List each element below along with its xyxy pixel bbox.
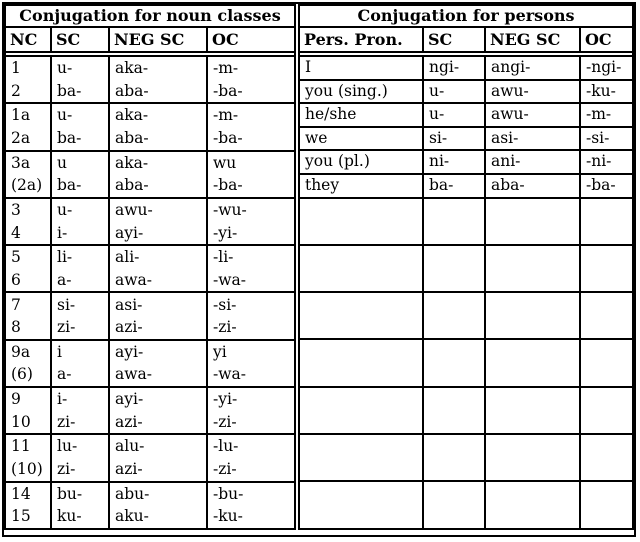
neg-sc-cell xyxy=(109,340,207,387)
cell-line: ba- xyxy=(57,176,82,195)
cell-line: awu- xyxy=(115,200,153,219)
empty-cell xyxy=(580,434,633,481)
neg-sc-cell xyxy=(109,387,207,434)
neg-sc-cell xyxy=(109,151,207,198)
cell-line: alu- xyxy=(115,437,145,456)
cell-line: u- xyxy=(57,106,73,125)
nc-cell xyxy=(5,434,51,481)
empty-cell xyxy=(423,198,485,245)
empty-cell xyxy=(299,245,423,292)
person-row xyxy=(299,174,633,198)
column-header-oc: OC xyxy=(207,27,295,52)
noun-class-row xyxy=(5,340,295,387)
cell-line: -bu- xyxy=(213,484,244,503)
cell-line: aka- xyxy=(115,106,149,125)
cell-line: 7 xyxy=(11,295,21,314)
cell-line: 10 xyxy=(11,412,31,431)
cell-line: (2a) xyxy=(11,176,43,195)
pron-cell: we xyxy=(299,127,423,151)
nc-cell xyxy=(5,387,51,434)
empty-cell xyxy=(580,198,633,245)
oc-cell: -ba- xyxy=(580,174,633,198)
cell-line: zi- xyxy=(57,412,76,431)
cell-line: -zi- xyxy=(213,318,237,337)
cell-line: -zi- xyxy=(213,460,237,479)
neg-sc-cell xyxy=(109,434,207,481)
nc-cell xyxy=(5,482,51,529)
sc-cell: si- xyxy=(423,127,485,151)
cell-line: yi xyxy=(213,342,227,361)
neg-sc-cell xyxy=(109,292,207,339)
sc-cell xyxy=(51,434,109,481)
cell-line: (6) xyxy=(11,365,33,384)
cell-line: aba- xyxy=(115,128,149,147)
pron-cell: you (pl.) xyxy=(299,150,423,174)
oc-cell xyxy=(207,103,295,150)
nc-cell xyxy=(5,56,51,103)
noun-class-row xyxy=(5,103,295,150)
empty-cell xyxy=(423,481,485,528)
neg-sc-cell: aba- xyxy=(485,174,580,198)
noun-class-table xyxy=(4,4,296,530)
noun-class-row xyxy=(5,434,295,481)
empty-cell xyxy=(423,245,485,292)
empty-cell xyxy=(423,434,485,481)
oc-cell xyxy=(207,434,295,481)
neg-sc-cell xyxy=(109,198,207,245)
column-header-sc: SC xyxy=(51,27,109,52)
nc-cell xyxy=(5,103,51,150)
empty-cell xyxy=(580,245,633,292)
empty-cell xyxy=(299,292,423,339)
cell-line: i xyxy=(57,342,62,361)
nc-cell xyxy=(5,245,51,292)
empty-cell xyxy=(580,481,633,528)
person-header-row xyxy=(299,27,633,52)
person-row xyxy=(299,56,633,80)
sc-cell xyxy=(51,56,109,103)
cell-line: -m- xyxy=(213,106,239,125)
sc-cell xyxy=(51,482,109,529)
noun-class-row xyxy=(5,482,295,529)
column-header-neg-sc: NEG SC xyxy=(109,27,207,52)
cell-line: 9a xyxy=(11,342,31,361)
cell-line: 8 xyxy=(11,318,21,337)
cell-line: -si- xyxy=(213,295,237,314)
column-header-pers-pron: Pers. Pron. xyxy=(299,27,423,52)
cell-line: -yi- xyxy=(213,223,238,242)
empty-cell xyxy=(580,339,633,386)
cell-line: zi- xyxy=(57,318,76,337)
column-header-neg-sc: NEG SC xyxy=(485,27,580,52)
cell-line: 14 xyxy=(11,484,31,503)
pron-cell: they xyxy=(299,174,423,198)
cell-line: aku- xyxy=(115,507,149,526)
empty-cell xyxy=(485,339,580,386)
empty-cell xyxy=(485,387,580,434)
neg-sc-cell: awu- xyxy=(485,80,580,104)
empty-cell xyxy=(485,481,580,528)
empty-cell xyxy=(423,387,485,434)
oc-cell: -ngi- xyxy=(580,56,633,80)
empty-cell xyxy=(299,198,423,245)
neg-sc-cell: angi- xyxy=(485,56,580,80)
cell-line: -m- xyxy=(213,59,239,78)
sc-cell: u- xyxy=(423,80,485,104)
cell-line: bu- xyxy=(57,484,83,503)
cell-line: 3a xyxy=(11,153,31,172)
empty-row xyxy=(299,245,633,292)
cell-line: -wu- xyxy=(213,200,247,219)
cell-line: aba- xyxy=(115,176,149,195)
cell-line: zi- xyxy=(57,460,76,479)
cell-line: -ba- xyxy=(213,81,243,100)
neg-sc-cell xyxy=(109,482,207,529)
person-table-body xyxy=(299,56,633,529)
cell-line: asi- xyxy=(115,295,143,314)
cell-line: abu- xyxy=(115,484,150,503)
cell-line: 3 xyxy=(11,200,21,219)
sc-cell xyxy=(51,340,109,387)
cell-line: awa- xyxy=(115,365,152,384)
cell-line: aka- xyxy=(115,59,149,78)
pron-cell: I xyxy=(299,56,423,80)
empty-cell xyxy=(423,292,485,339)
sc-cell xyxy=(51,387,109,434)
person-row xyxy=(299,127,633,151)
conjugation-tables-sheet xyxy=(2,2,636,537)
cell-line: 9 xyxy=(11,390,21,409)
cell-line: u- xyxy=(57,200,73,219)
person-title-row xyxy=(299,5,633,27)
oc-cell: -m- xyxy=(580,103,633,127)
column-header-nc: NC xyxy=(5,27,51,52)
cell-line: 4 xyxy=(11,223,21,242)
oc-cell xyxy=(207,151,295,198)
cell-line: 2 xyxy=(11,81,21,100)
oc-cell: -ni- xyxy=(580,150,633,174)
cell-line: 2a xyxy=(11,128,31,147)
noun-class-table-title: Conjugation for noun classes xyxy=(5,5,295,27)
empty-cell xyxy=(299,387,423,434)
empty-cell xyxy=(580,387,633,434)
oc-cell xyxy=(207,245,295,292)
noun-class-row xyxy=(5,151,295,198)
person-row xyxy=(299,103,633,127)
sc-cell xyxy=(51,292,109,339)
neg-sc-cell xyxy=(109,56,207,103)
empty-row xyxy=(299,339,633,386)
cell-line: ba- xyxy=(57,128,82,147)
cell-line: -zi- xyxy=(213,412,237,431)
neg-sc-cell xyxy=(109,245,207,292)
noun-class-header-row xyxy=(5,27,295,52)
sc-cell xyxy=(51,245,109,292)
oc-cell xyxy=(207,340,295,387)
cell-line: 15 xyxy=(11,507,31,526)
empty-cell xyxy=(485,292,580,339)
pron-cell: you (sing.) xyxy=(299,80,423,104)
cell-line: li- xyxy=(57,248,73,267)
sc-cell: ba- xyxy=(423,174,485,198)
oc-cell xyxy=(207,387,295,434)
cell-line: -ba- xyxy=(213,128,243,147)
neg-sc-cell: ani- xyxy=(485,150,580,174)
cell-line: -wa- xyxy=(213,270,246,289)
cell-line: si- xyxy=(57,295,76,314)
cell-line: azi- xyxy=(115,412,143,431)
noun-class-row xyxy=(5,292,295,339)
neg-sc-cell: awu- xyxy=(485,103,580,127)
noun-class-row xyxy=(5,198,295,245)
column-header-oc: OC xyxy=(580,27,633,52)
empty-cell xyxy=(485,434,580,481)
neg-sc-cell xyxy=(109,103,207,150)
cell-line: -yi- xyxy=(213,390,238,409)
empty-cell xyxy=(485,198,580,245)
empty-cell xyxy=(299,434,423,481)
cell-line: ba- xyxy=(57,81,82,100)
oc-cell: -ku- xyxy=(580,80,633,104)
empty-cell xyxy=(485,245,580,292)
cell-line: 11 xyxy=(11,437,31,456)
empty-row xyxy=(299,434,633,481)
cell-line: u xyxy=(57,153,67,172)
empty-cell xyxy=(580,292,633,339)
cell-line: awa- xyxy=(115,270,152,289)
cell-line: azi- xyxy=(115,460,143,479)
cell-line: 1 xyxy=(11,59,21,78)
cell-line: -lu- xyxy=(213,437,239,456)
cell-line: lu- xyxy=(57,437,78,456)
oc-cell xyxy=(207,198,295,245)
noun-class-row xyxy=(5,387,295,434)
cell-line: aba- xyxy=(115,81,149,100)
empty-row xyxy=(299,292,633,339)
oc-cell xyxy=(207,292,295,339)
cell-line: -ku- xyxy=(213,507,243,526)
noun-class-row xyxy=(5,56,295,103)
cell-line: azi- xyxy=(115,318,143,337)
empty-row xyxy=(299,198,633,245)
cell-line: ayi- xyxy=(115,342,144,361)
cell-line: (10) xyxy=(11,460,43,479)
sc-cell xyxy=(51,198,109,245)
sc-cell xyxy=(51,103,109,150)
person-table xyxy=(298,4,634,530)
cell-line: -li- xyxy=(213,248,234,267)
cell-line: ayi- xyxy=(115,390,144,409)
person-row xyxy=(299,150,633,174)
oc-cell xyxy=(207,482,295,529)
nc-cell xyxy=(5,292,51,339)
cell-line: ku- xyxy=(57,507,82,526)
oc-cell xyxy=(207,56,295,103)
empty-cell xyxy=(299,339,423,386)
cell-line: 6 xyxy=(11,270,21,289)
empty-row xyxy=(299,387,633,434)
cell-line: i- xyxy=(57,390,68,409)
cell-line: 5 xyxy=(11,248,21,267)
empty-cell xyxy=(299,481,423,528)
empty-row xyxy=(299,481,633,528)
person-table-title: Conjugation for persons xyxy=(299,5,633,27)
neg-sc-cell: asi- xyxy=(485,127,580,151)
sc-cell: ni- xyxy=(423,150,485,174)
noun-class-title-row xyxy=(5,5,295,27)
cell-line: -wa- xyxy=(213,365,246,384)
oc-cell: -si- xyxy=(580,127,633,151)
sc-cell: ngi- xyxy=(423,56,485,80)
sc-cell: u- xyxy=(423,103,485,127)
cell-line: ali- xyxy=(115,248,140,267)
pron-cell: he/she xyxy=(299,103,423,127)
noun-class-row xyxy=(5,245,295,292)
cell-line: 1a xyxy=(11,106,31,125)
nc-cell xyxy=(5,340,51,387)
nc-cell xyxy=(5,198,51,245)
nc-cell xyxy=(5,151,51,198)
sc-cell xyxy=(51,151,109,198)
cell-line: a- xyxy=(57,365,72,384)
person-row xyxy=(299,80,633,104)
cell-line: i- xyxy=(57,223,68,242)
cell-line: ayi- xyxy=(115,223,144,242)
column-header-sc: SC xyxy=(423,27,485,52)
cell-line: aka- xyxy=(115,153,149,172)
cell-line: a- xyxy=(57,270,72,289)
noun-class-table-body xyxy=(5,56,295,529)
cell-line: -ba- xyxy=(213,176,243,195)
cell-line: u- xyxy=(57,59,73,78)
cell-line: wu xyxy=(213,153,237,172)
empty-cell xyxy=(423,339,485,386)
